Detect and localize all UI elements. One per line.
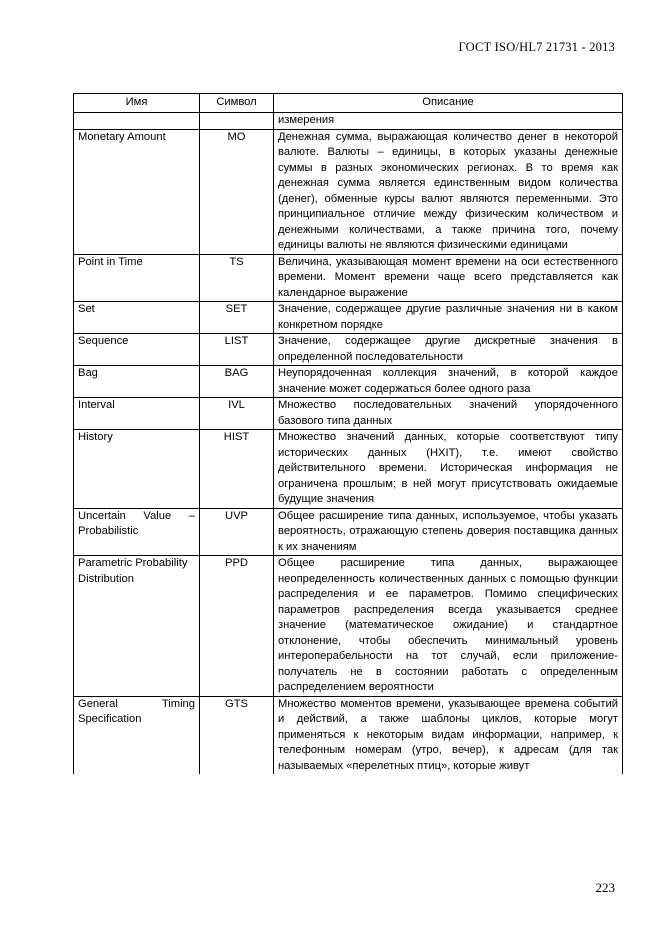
cell-symbol <box>200 113 274 130</box>
cell-description: Множество значений данных, которые соответствуют типу исторических данных (HXIT), т.е. имеют свойство действительного времени. Историческая информация не ограничена прошлым; в ней могут присутствовать ожидаемые будущие значения <box>274 430 623 509</box>
table-row <box>74 366 623 398</box>
table-row <box>74 334 623 366</box>
cell-name <box>74 113 200 130</box>
cell-description: Величина, указывающая момент времени на оси естественного времени. Момент времени чаще всего представляется как календарное выражение <box>274 254 623 302</box>
table-row <box>74 129 623 254</box>
table-row <box>74 398 623 430</box>
cell-description: Общее расширение типа данных, используемое, чтобы указать вероятность, отражающую степень доверия поставщика данных к их значениям <box>274 508 623 556</box>
table-row <box>74 254 623 302</box>
cell-symbol: SET <box>200 302 274 334</box>
cell-name: Sequence <box>74 334 200 366</box>
data-types-table-container <box>73 93 622 774</box>
cell-symbol: HIST <box>200 430 274 509</box>
cell-symbol: UVP <box>200 508 274 556</box>
cell-description: Общее расширение типа данных, выражающее неопределенность количественных данных с помощью функции распределения и ее параметров. Помимо специфических параметров распределения всегда указывается среднее значение (математическое ожидание) и стандартное отклонение, чтобы обеспечить минимальный уровень интероперабельности на тот случай, если приложение-получатель не в состоянии работать с определенным распределением вероятности <box>274 556 623 697</box>
table-row <box>74 696 623 774</box>
cell-description: Значение, содержащее другие различные значения ни в каком конкретном порядке <box>274 302 623 334</box>
cell-name: Bag <box>74 366 200 398</box>
cell-name: Set <box>74 302 200 334</box>
cell-description: Множество последовательных значений упорядоченного базового типа данных <box>274 398 623 430</box>
cell-description: Множество моментов времени, указывающее времена событий и действий, а также шаблоны циклов, которые могут применяться к некоторым видам информации, например, к телефонным номерам (утро, вечер), к адресам (для так называемых «перелетных птиц», которые живут <box>274 696 623 774</box>
column-header-description: Описание <box>274 94 623 113</box>
column-header-name: Имя <box>74 94 200 113</box>
column-header-symbol: Символ <box>200 94 274 113</box>
page-number: 223 <box>595 880 615 895</box>
cell-name: Interval <box>74 398 200 430</box>
cell-name: Monetary Amount <box>74 129 200 254</box>
table-row <box>74 508 623 556</box>
data-types-table <box>73 93 623 774</box>
cell-description: Значение, содержащее другие дискретные значения в определенной последовательности <box>274 334 623 366</box>
cell-name: Point in Time <box>74 254 200 302</box>
table-row <box>74 556 623 697</box>
cell-symbol: LIST <box>200 334 274 366</box>
cell-symbol: MO <box>200 129 274 254</box>
cell-symbol: IVL <box>200 398 274 430</box>
cell-name: History <box>74 430 200 509</box>
cell-symbol: GTS <box>200 696 274 774</box>
cell-name: Uncertain Value – Probabilistic <box>74 508 200 556</box>
cell-name: General Timing Specification <box>74 696 200 774</box>
cell-symbol: PPD <box>200 556 274 697</box>
table-body <box>74 113 623 775</box>
table-row <box>74 302 623 334</box>
table-row <box>74 430 623 509</box>
table-row <box>74 113 623 130</box>
cell-description: измерения <box>274 113 623 130</box>
cell-description: Неупорядоченная коллекция значений, в которой каждое значение может содержаться более одного раза <box>274 366 623 398</box>
cell-description: Денежная сумма, выражающая количество денег в некоторой валюте. Валюты – единицы, в которых указаны денежные суммы в разных экономических регионах. В то время как денежная сумма является единственным видом количества (денег), обменные курсы валют являются переменными. Это принципиальное отличие между физическим количеством и денежными количествами, а также причина того, почему единицы валюты не являются физическими единицами <box>274 129 623 254</box>
document-header: ГОСТ ISO/HL7 21731 - 2013 <box>458 40 615 54</box>
cell-symbol: BAG <box>200 366 274 398</box>
cell-symbol: TS <box>200 254 274 302</box>
cell-name: Parametric Probability Distribution <box>74 556 200 697</box>
table-header-row <box>74 94 623 113</box>
